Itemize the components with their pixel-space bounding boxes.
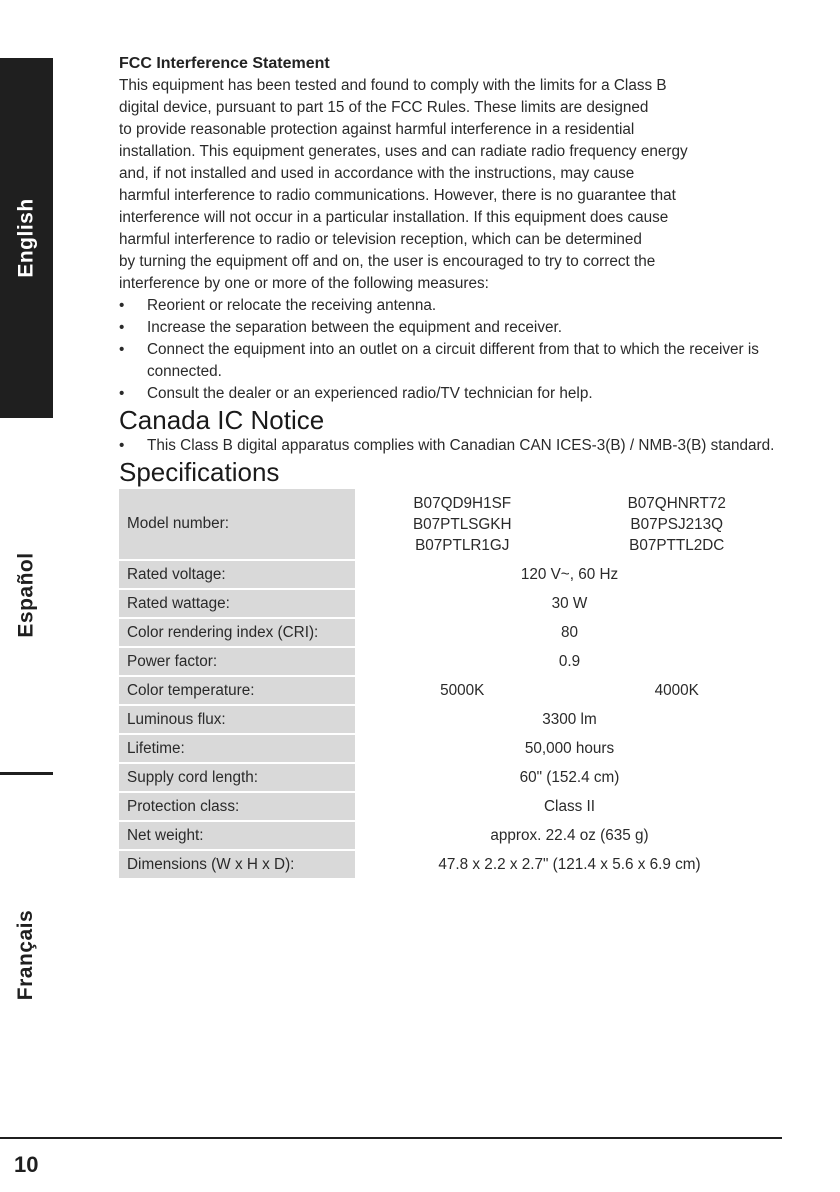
page-content: [119, 53, 784, 880]
tab-espanol: [0, 418, 53, 775]
specifications-table: [119, 487, 784, 880]
footer-divider: [0, 1137, 782, 1139]
model-number: B07PTLSGKH: [412, 515, 512, 533]
spec-label: Rated wattage:: [119, 590, 355, 617]
fcc-paragraph: [119, 75, 784, 295]
canada-list: [119, 435, 784, 457]
model-number: B07PTLR1GJ: [415, 536, 510, 554]
table-row: [119, 706, 784, 733]
table-row: [119, 764, 784, 791]
spec-value: 47.8 x 2.2 x 2.7" (121.4 x 5.6 x 6.9 cm): [438, 855, 701, 873]
fcc-line: and, if not installed and used in accordance with the instructions, may cause: [119, 165, 635, 182]
spec-label: Color rendering index (CRI):: [119, 619, 355, 646]
tab-francais-label: Français: [14, 909, 38, 1001]
table-row: [119, 677, 784, 704]
table-row: [119, 851, 784, 878]
spec-value: 3300 lm: [542, 710, 597, 728]
specifications-title: Specifications: [119, 457, 280, 487]
list-item: • Consult the dealer or an experienced radio/TV technician for help.: [119, 383, 784, 405]
model-number: B07QD9H1SF: [413, 494, 512, 512]
table-row: [119, 648, 784, 675]
fcc-line: This equipment has been tested and found to comply with the limits for a Class B: [119, 77, 667, 94]
spec-label: Lifetime:: [119, 735, 355, 762]
page-number: 10: [14, 1152, 39, 1177]
fcc-line: by turning the equipment off and on, the user is encouraged to try to correct the: [119, 253, 656, 270]
model-number: B07PTTL2DC: [629, 536, 725, 554]
fcc-line: harmful interference to radio or television reception, which can be determined: [119, 231, 642, 248]
fcc-title: FCC Interference Statement: [119, 55, 330, 72]
list-item: • Increase the separation between the equipment and receiver.: [119, 317, 784, 339]
spec-label: Luminous flux:: [119, 706, 355, 733]
table-row: [119, 793, 784, 820]
spec-value: 80: [560, 623, 578, 641]
list-item: • Reorient or relocate the receiving antenna.: [119, 295, 784, 317]
spec-value: 60" (152.4 cm): [519, 768, 620, 786]
spec-value: Class II: [544, 797, 595, 815]
tab-english: [0, 58, 53, 418]
spec-label: Net weight:: [119, 822, 355, 849]
spec-label: Rated voltage:: [119, 561, 355, 588]
spec-value-color-temp: [355, 677, 784, 704]
table-row: [119, 489, 784, 559]
spec-label: Dimensions (W x H x D):: [119, 851, 355, 878]
spec-label: Protection class:: [119, 793, 355, 820]
spec-label: Supply cord length:: [119, 764, 355, 791]
table-row: [119, 561, 784, 588]
spec-label: Power factor:: [119, 648, 355, 675]
models-right: [570, 493, 785, 556]
table-row: [119, 619, 784, 646]
fcc-measures-list: [119, 295, 784, 405]
spec-value: 120 V~, 60 Hz: [520, 565, 619, 583]
fcc-line: interference by one or more of the following measures:: [119, 275, 489, 292]
spec-value: 0.9: [558, 652, 581, 670]
spec-value: approx. 22.4 oz (635 g): [490, 826, 649, 844]
tab-francais: [0, 775, 53, 1135]
spec-label: Color temperature:: [119, 677, 355, 704]
fcc-line: installation. This equipment generates, uses and can radiate radio frequency energy: [119, 143, 688, 160]
fcc-line: harmful interference to radio communications. However, there is no guarantee that: [119, 187, 676, 204]
fcc-line: to provide reasonable protection against harmful interference in a residential: [119, 121, 635, 138]
color-temp-left: 5000K: [440, 681, 485, 699]
spec-value: 30 W: [551, 594, 588, 612]
tab-english-label: English: [14, 198, 38, 278]
spec-label: Model number:: [119, 489, 355, 559]
model-number: B07PSJ213Q: [630, 515, 724, 533]
list-item: • This Class B digital apparatus complies with Canadian CAN ICES-3(B) / NMB-3(B) standard.: [119, 435, 784, 457]
color-temp-right: 4000K: [654, 681, 699, 699]
canada-title: Canada IC Notice: [119, 405, 325, 435]
list-item: • Connect the equipment into an outlet on a circuit different from that to which the receiver is connected.: [119, 339, 784, 383]
table-row: [119, 822, 784, 849]
model-number: B07QHNRT72: [627, 494, 726, 512]
spec-value-models: [355, 489, 784, 559]
fcc-line: digital device, pursuant to part 15 of the FCC Rules. These limits are designed: [119, 99, 649, 116]
spec-value: 50,000 hours: [524, 739, 615, 757]
table-row: [119, 590, 784, 617]
models-left: [355, 493, 570, 556]
tab-espanol-label: Español: [14, 552, 38, 638]
table-row: [119, 735, 784, 762]
fcc-line: interference will not occur in a particular installation. If this equipment does cause: [119, 209, 669, 226]
